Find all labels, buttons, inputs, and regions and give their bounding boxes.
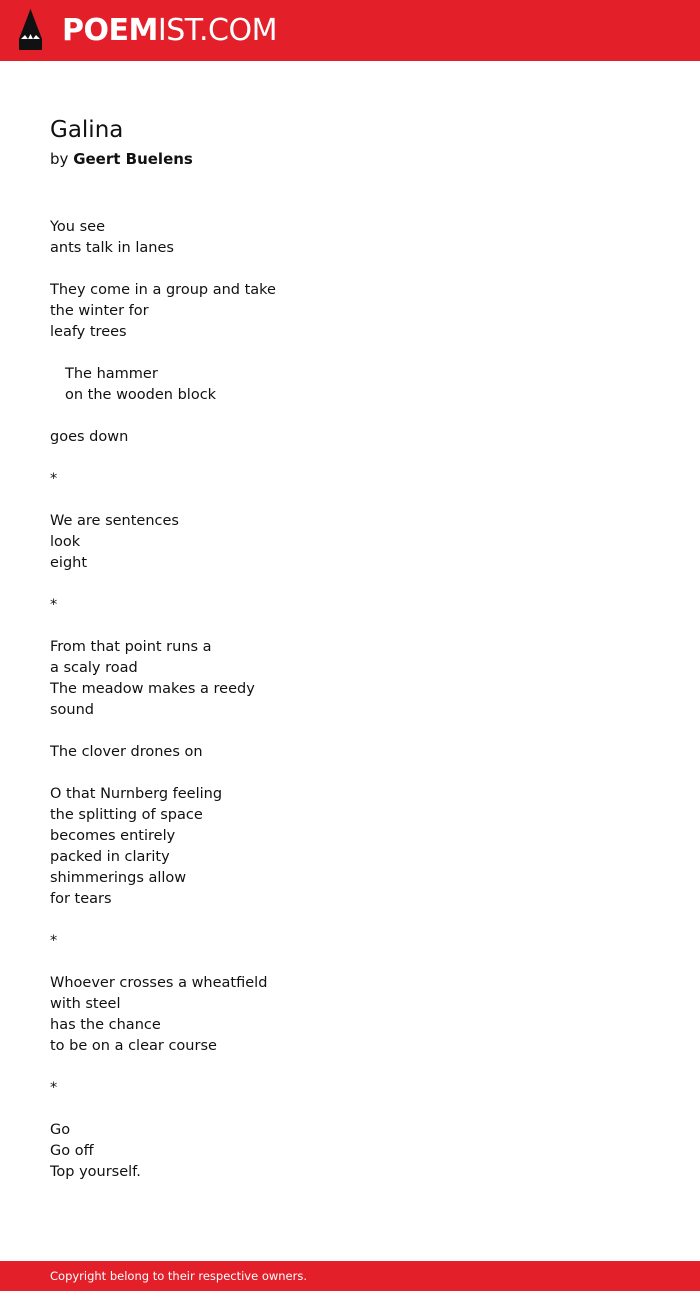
poem-line: leafy trees — [50, 324, 127, 340]
poem-line: * — [50, 597, 58, 613]
poem-line: * — [50, 933, 58, 949]
stanza-break — [50, 406, 650, 427]
poem-line: Go off — [50, 1143, 94, 1159]
copyright-text: Copyright belong to their respective owners. — [50, 1269, 308, 1283]
poem-line: shimmerings allow — [50, 870, 187, 886]
site-footer — [0, 1261, 700, 1291]
logo-brand-bold: POEM — [62, 13, 158, 48]
stanza-break — [50, 1099, 650, 1120]
byline — [50, 148, 650, 170]
poem-line: sound — [50, 702, 95, 718]
poem-line: They come in a group and take — [50, 282, 276, 298]
stanza-break — [50, 910, 650, 931]
poem-line: We are sentences — [50, 513, 179, 529]
poem-line: * — [50, 1080, 58, 1096]
poem-line: goes down — [50, 429, 129, 445]
poem-line: on the wooden block — [65, 387, 217, 403]
poem-line: From that point runs a — [50, 639, 212, 655]
poem-line: the winter for — [50, 303, 149, 319]
pencil-tip-icon[interactable] — [17, 9, 44, 52]
poem-line: eight — [50, 555, 88, 571]
poem-line: look — [50, 534, 81, 550]
poem-line: * — [50, 471, 58, 487]
poem-line: O that Nurnberg feeling — [50, 786, 223, 802]
stanza-break — [50, 259, 650, 280]
poem-line: packed in clarity — [50, 849, 170, 865]
byline-prefix: by — [50, 150, 69, 168]
poem-title: Galina — [50, 117, 124, 143]
stanza-break — [50, 952, 650, 973]
stanza-break — [50, 616, 650, 637]
poem-line: Go — [50, 1122, 71, 1138]
poem-line: ants talk in lanes — [50, 240, 174, 256]
poem-line: for tears — [50, 891, 112, 907]
stanza-break — [50, 574, 650, 595]
stanza-break — [50, 448, 650, 469]
poem-line: Top yourself. — [50, 1164, 141, 1180]
poem-line: with steel — [50, 996, 121, 1012]
author-name: Geert Buelens — [73, 150, 193, 168]
poem-line: The meadow makes a reedy — [50, 681, 255, 697]
poem-line: becomes entirely — [50, 828, 176, 844]
stanza-break — [50, 490, 650, 511]
poem-line: to be on a clear course — [50, 1038, 217, 1054]
poem-line: The hammer — [65, 366, 158, 382]
poem-line: The clover drones on — [50, 744, 203, 760]
site-logo[interactable] — [62, 13, 277, 49]
stanza-break — [50, 1057, 650, 1078]
poem-line: Whoever crosses a wheatfield — [50, 975, 268, 991]
stanza-break — [50, 763, 650, 784]
poem-content — [50, 110, 650, 1183]
site-header — [0, 0, 700, 61]
poem-body — [50, 217, 650, 1183]
stanza-break — [50, 721, 650, 742]
poem-line: a scaly road — [50, 660, 138, 676]
logo-brand-light: IST.COM — [157, 13, 277, 48]
stanza-break — [50, 343, 650, 364]
poem-line: the splitting of space — [50, 807, 203, 823]
poem-line: has the chance — [50, 1017, 161, 1033]
poem-line: You see — [50, 219, 105, 235]
